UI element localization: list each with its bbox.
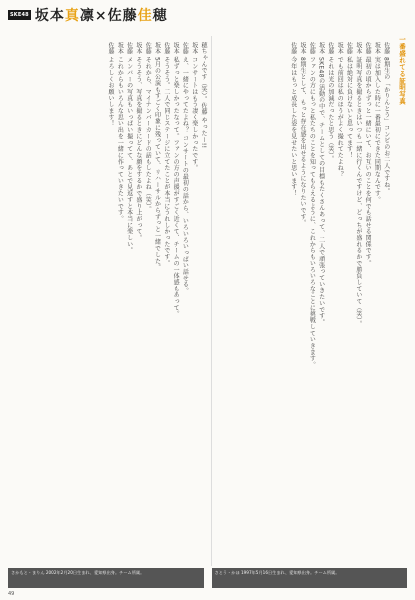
paragraph: 佐藤 8期生の「かりんとう」コンビのお二人ですね。 [382,42,390,195]
name2-part-a: 佐藤 [107,8,138,24]
paragraph: 坂本 証明写真を撮るときはいつも一緒に行くんですけど、どっちが盛れるかで勝負していて（笑）。 [354,42,362,328]
paragraph: 穂ちゃんです（笑）。佐藤 やったー!! [200,42,207,149]
paragraph: 佐藤 私は絶対に負けないと思ってます！ [345,42,353,159]
column-divider [211,36,212,566]
paragraph: 佐藤 最初の頃からずっと一緒にいて、お互いのことを何でも話せる関係です。 [364,42,372,267]
section-heading: 一番盛れてる証明写真 [398,36,406,105]
paragraph: 坂本 私ずっと楽しかったなって。ファンの方の声援がすごく近くて、チームの一体感もあって。 [172,42,180,318]
paragraph: 坂本 SKE48の活動の中で、チームとしての目標もたくさんあって、二人で頑張っていきたいです。 [317,42,325,326]
paragraph: 坂本 そうそう、写真を撮るときにどんな顔をするかで盛り上がって。 [134,42,142,242]
paragraph: 佐藤 今年はもっと成長した姿を見せたいと思います！ [289,42,297,197]
title-cross: × [94,8,108,24]
name2-part-b: 佳 [137,8,153,24]
article-header [8,6,168,24]
paragraph: 佐藤 メンバーの写真もいっぱい撮ってて、あとで見返すと本当に楽しい。 [125,42,133,254]
paragraph: 坂本 これからもいろんな思い出を一緒に作っていきたいです。 [116,42,124,223]
page-number: 49 [8,591,15,597]
left-column [12,36,208,566]
paragraph: 坂本 実は加入した時に一番最初にできた同期なんです。 [373,42,381,204]
article-title [35,5,168,25]
name1-part-b: 真 [64,8,80,24]
name1-part-c: 凛 [79,8,95,24]
paragraph: 佐藤 え、一緒にやってたよね？ コンサートの最初の話から、いろいろいっぱい話せる。 [181,42,189,295]
right-column [216,36,407,566]
paragraph: 佐藤 そうそう。二人で同じステージに立てたことが本当にうれしかったです。 [162,42,170,267]
paragraph: 佐藤 それから、マイナンバーカードの話もしたよね（笑）。 [144,42,152,213]
paragraph: 坂本 でも前回は私のほうがよく撮れてたよね？ [336,42,344,178]
name1-part-a: 坂本 [34,8,65,24]
paragraph: 佐藤 それは光の加減だったと思う（笑）。 [326,42,334,162]
profile-note-left: さかもと・まりん 2002年2月20日生まれ、愛知県出身。チーム所属。 [8,568,204,588]
profile-notes [8,568,407,588]
paragraph: 佐藤 ファンの方にもっと私たちのことを知ってもらえるように、これからもいろいろなことに挑戦していきます。 [308,42,316,369]
paragraph: 坂本 5月の公演もすごく印象に残っていて、リハーサルからずっと一緒でした。 [153,42,161,271]
name2-part-c: 穂 [152,8,168,24]
paragraph: 坂本 コンサートはもう凄く楽しかったです。 [190,42,198,172]
article-body [8,36,407,566]
group-badge: SKE48 [10,12,29,18]
paragraph: 佐藤 よろしくお願いします！ [107,42,115,127]
profile-note-right: さとう・かほ 1997年5月16日生まれ、愛知県出身。チーム所属。 [212,568,408,588]
paragraph: 坂本 8期生として、もっと存在感を出せるようになりたいです。 [299,42,307,227]
